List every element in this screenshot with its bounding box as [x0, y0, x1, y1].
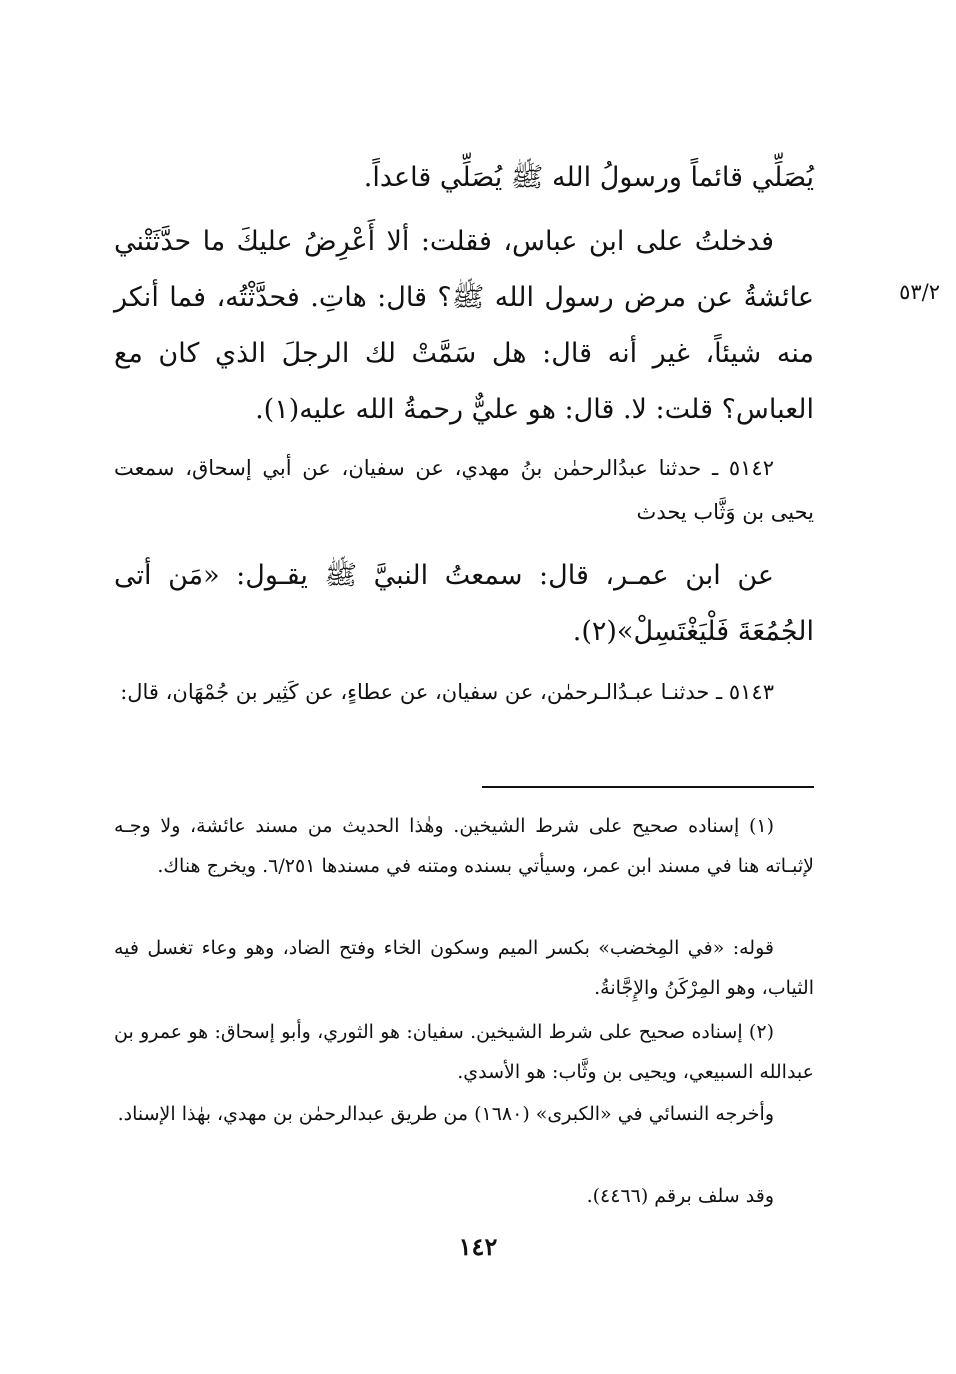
hadith-5143-isnad: ٥١٤٣ ـ حدثنـا عبـدُالـرحمٰن، عن سفيان، عن عطاءٍ، عن كَثِير بن جُمْهَان، قال:	[120, 680, 774, 704]
footnote-1: (١) إسناده صحيح على شرط الشيخين. وهٰذا الحديث من مسند عائشة، ولا وجـه لإثبـاته هنا في مسند ابن عمر، وسيأتي بسنده ومتنه في مسندها ٦/٢٥١. ويخرج هناك.	[114, 815, 814, 877]
footnote-2: (٢) إسناده صحيح على شرط الشيخين. سفيان: هو الثوري، وأبو إسحاق: هو عمرو بن عبدالله السبيعي، ويحيى بن وثَّاب: هو الأسدي.	[114, 1021, 814, 1083]
hadith-5142-isnad: ٥١٤٢ ـ حدثنا عبدُالرحمٰن بنُ مهدي، عن سفيان، عن أبي إسحاق، سمعت يحيى بن وَثَّاب يحدث	[114, 456, 814, 524]
footnote-1-explanation: قوله: «في المِخضب» بكسر الميم وسكون الخاء وفتح الضاد، وهو وعاء تغسل فيه الثياب، وهو المِرْكَنُ والإِجَّانةُ.	[114, 937, 814, 999]
page-number: ١٤٢	[458, 1232, 498, 1261]
margin-volume-page-marker: ٥٣/٢	[899, 280, 940, 304]
footnote-2-cross-reference: وقد سلف برقم (٤٤٦٦).	[586, 1185, 774, 1207]
footnote-separator	[482, 786, 814, 788]
paragraph-continuation: يُصَلِّي قائماً ورسولُ الله ﷺ يُصَلِّي قاعداً.	[363, 162, 814, 193]
paragraph-ibn-abbas: فدخلتُ على ابن عباس، فقلت: ألا أَعْرِضُ عليكَ ما حدَّثَتْني عائشةُ عن مرض رسول الله ﷺ؟ قال: هاتِ. فحدَّثْتُه، فما أنكر منه شيئاً، غير أنه قال: هل سَمَّتْ لك الرجلَ الذي كان مع العباس؟ قلت: لا. قال: هو عليٌّ رحمةُ الله عليه(١).	[114, 226, 814, 425]
hadith-5142-matn: عن ابن عمـر، قال: سمعتُ النبيَّ ﷺ يقـول: «مَن أتى الجُمُعَةَ فَلْيَغْتَسِلْ»(٢).	[114, 560, 814, 647]
footnote-2-takhrij: وأخرجه النسائي في «الكبرى» (١٦٨٠) من طريق عبدالرحمٰن بن مهدي، بهٰذا الإسناد.	[117, 1103, 774, 1125]
